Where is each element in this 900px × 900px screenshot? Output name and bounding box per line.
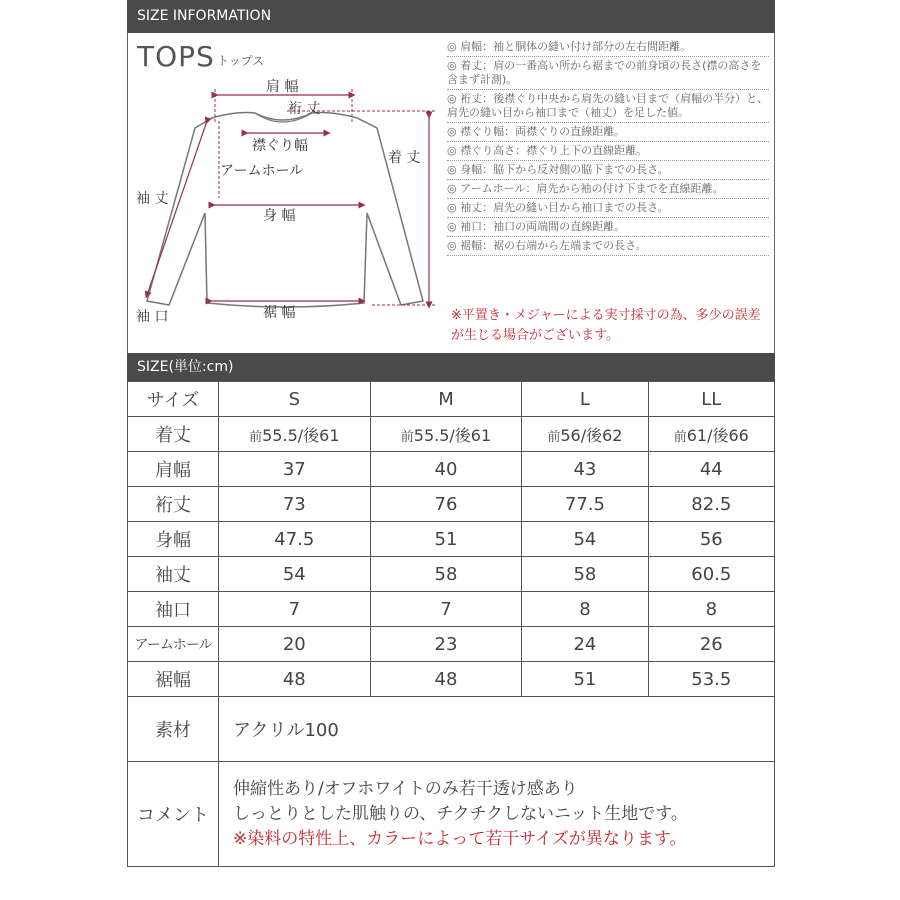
- table-cell: 76: [370, 487, 522, 522]
- row-label: 素材: [128, 697, 219, 762]
- table-cell: 53.5: [648, 662, 774, 697]
- table-cell: 26: [648, 627, 774, 662]
- header-cell-m: M: [370, 382, 522, 417]
- table-cell: 60.5: [648, 557, 774, 592]
- table-cell: 7: [219, 592, 371, 627]
- note-item: ◎ アームホール：肩先から袖の付け下までを直線距離。: [447, 180, 769, 199]
- tops-title: TOPS: [137, 40, 215, 73]
- table-row: [128, 522, 775, 557]
- label-hem: 裾 幅: [263, 305, 296, 321]
- table-cell: 51: [522, 662, 648, 697]
- label-shoulder-width: 肩 幅: [266, 79, 299, 95]
- note-item: ◎ 肩幅：袖と胴体の縫い付け部分の左右間距離。: [447, 38, 769, 57]
- label-body-width: 身 幅: [263, 208, 296, 224]
- row-label: コメント: [128, 762, 219, 867]
- row-label: 着丈: [128, 417, 219, 452]
- table-cell: 前55.5/後61: [219, 417, 371, 452]
- table-cell: 48: [370, 662, 522, 697]
- table-cell: 43: [522, 452, 648, 487]
- table-cell: 44: [648, 452, 774, 487]
- comment-row: [128, 762, 775, 867]
- label-length: 着 丈: [388, 150, 421, 166]
- table-header-row: [128, 382, 775, 417]
- table-row: [128, 487, 775, 522]
- table-cell: 前61/後66: [648, 417, 774, 452]
- table-cell: 37: [219, 452, 371, 487]
- table-cell: 54: [219, 557, 371, 592]
- row-label: 袖丈: [128, 557, 219, 592]
- material-row: [128, 697, 775, 762]
- comment-value: [219, 762, 775, 867]
- note-item: ◎ 襟ぐり幅：両襟ぐりの直線距離。: [447, 123, 769, 142]
- note-item: ◎ 裾幅：裾の右端から左端までの長さ。: [447, 237, 769, 256]
- table-cell: 8: [522, 592, 648, 627]
- table-row: [128, 627, 775, 662]
- table-cell: 82.5: [648, 487, 774, 522]
- material-value: アクリル100: [219, 697, 775, 762]
- label-neck-width: 襟ぐり幅: [252, 138, 308, 154]
- label-cuff: 袖 口: [136, 309, 169, 325]
- table-cell: 58: [370, 557, 522, 592]
- size-information-header: SIZE INFORMATION: [127, 0, 775, 33]
- table-cell: 40: [370, 452, 522, 487]
- table-cell: 8: [648, 592, 774, 627]
- size-table: [127, 381, 775, 867]
- row-label: アームホール: [128, 627, 219, 662]
- header-cell-l: L: [522, 382, 648, 417]
- comment-line: しっとりとした肌触りの、チクチクしないニット生地です。: [233, 803, 688, 824]
- table-cell: 73: [219, 487, 371, 522]
- table-cell: 47.5: [219, 522, 371, 557]
- table-cell: 48: [219, 662, 371, 697]
- row-label: 袖口: [128, 592, 219, 627]
- table-cell: 56: [648, 522, 774, 557]
- tops-subtitle: トップス: [217, 54, 265, 68]
- table-cell: 20: [219, 627, 371, 662]
- measurement-notes: [447, 38, 769, 256]
- header-cell-size: サイズ: [128, 382, 219, 417]
- table-row: [128, 592, 775, 627]
- note-item: ◎ 袖口：袖口の両端間の直線距離。: [447, 218, 769, 237]
- note-item: ◎ 襟ぐり高さ：襟ぐり上下の直線距離。: [447, 142, 769, 161]
- size-table-header: SIZE(単位:cm): [127, 353, 775, 381]
- table-row: [128, 662, 775, 697]
- note-item: ◎ 裄丈：後襟ぐり中央から肩先の縫い目まで（肩幅の半分）と、肩先の縫い目から袖口まで（袖丈）を足した値。: [447, 90, 769, 123]
- table-cell: 前56/後62: [522, 417, 648, 452]
- table-cell: 58: [522, 557, 648, 592]
- row-label: 裾幅: [128, 662, 219, 697]
- row-label: 身幅: [128, 522, 219, 557]
- note-item: ◎ 袖丈：肩先の縫い目から袖口までの長さ。: [447, 199, 769, 218]
- table-row: [128, 557, 775, 592]
- label-armhole: アームホール: [220, 163, 304, 179]
- comment-warning: ※染料の特性上、カラーによって若干サイズが異なります。: [233, 828, 687, 849]
- measurement-warning: ※平置き・メジャーによる実寸採寸の為、多少の誤差が生じる場合がございます。: [451, 308, 761, 343]
- note-item: ◎ 着丈：肩の一番高い所から裾までの前身頃の長さ(襟の高さを含まず計測)。: [447, 57, 769, 90]
- comment-line: 伸縮性あり/オフホワイトのみ若干透け感あり: [233, 778, 578, 799]
- table-row: [128, 417, 775, 452]
- header-cell-ll: LL: [648, 382, 774, 417]
- table-cell: 7: [370, 592, 522, 627]
- row-label: 肩幅: [128, 452, 219, 487]
- table-cell: 77.5: [522, 487, 648, 522]
- label-yuki: 裄 丈: [288, 101, 321, 117]
- row-label: 裄丈: [128, 487, 219, 522]
- table-cell: 前55.5/後61: [370, 417, 522, 452]
- label-sleeve: 袖 丈: [136, 191, 169, 207]
- table-cell: 23: [370, 627, 522, 662]
- table-cell: 24: [522, 627, 648, 662]
- header-cell-s: S: [219, 382, 371, 417]
- table-row: [128, 452, 775, 487]
- note-item: ◎ 身幅：脇下から反対側の脇下までの長さ。: [447, 161, 769, 180]
- table-cell: 54: [522, 522, 648, 557]
- table-cell: 51: [370, 522, 522, 557]
